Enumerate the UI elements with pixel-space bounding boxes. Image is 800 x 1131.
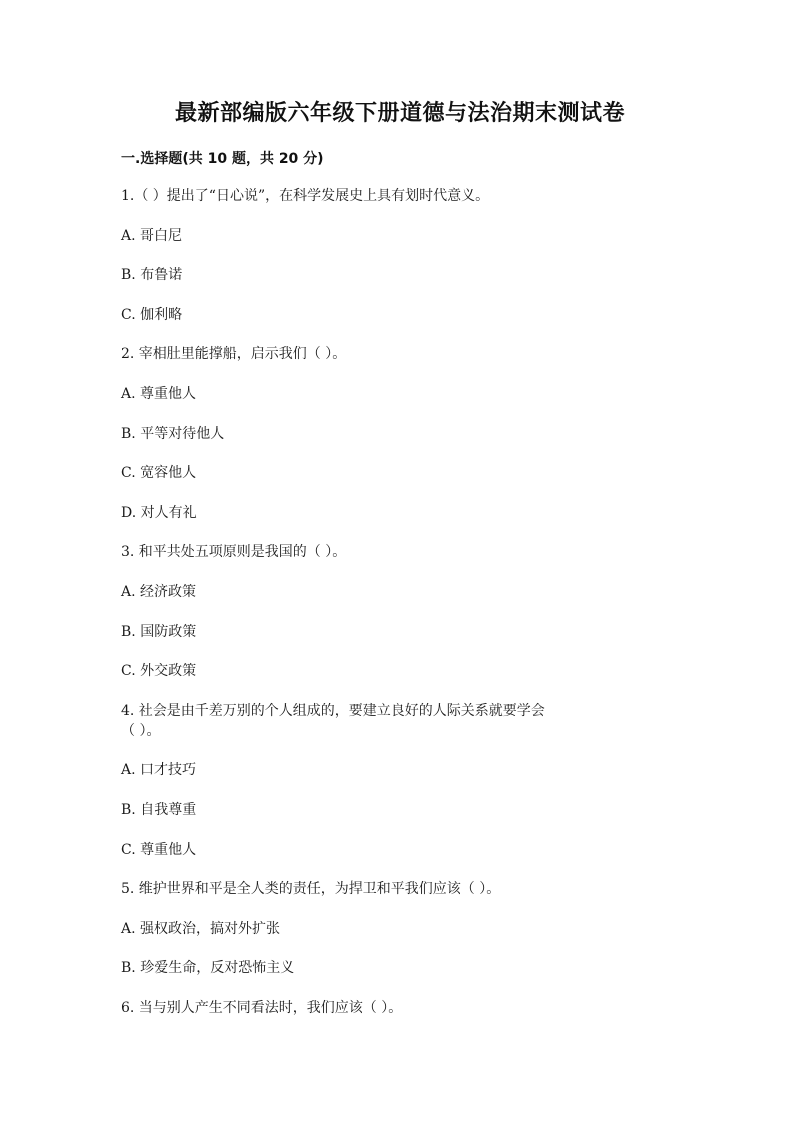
question-stem: 6. 当与别人产生不同看法时，我们应该（ ）。: [121, 999, 403, 1016]
document-title: 最新部编版六年级下册道德与法治期末测试卷: [174, 101, 625, 126]
question-stem: 3. 和平共处五项原则是我国的（ ）。: [121, 544, 347, 561]
answer-option: B. 平等对待他人: [121, 425, 225, 442]
answer-option: D. 对人有礼: [121, 504, 197, 521]
answer-option: C. 伽利略: [121, 306, 183, 323]
answer-option: B. 布鲁诺: [121, 267, 183, 284]
answer-option: B. 珍爱生命，反对恐怖主义: [121, 960, 295, 977]
question-list: [121, 186, 681, 1037]
answer-option: B. 国防政策: [121, 623, 197, 640]
question-stem: [121, 701, 681, 741]
answer-option: C. 尊重他人: [121, 841, 197, 858]
answer-option: A. 经济政策: [121, 583, 197, 600]
question-stem-line2: （ ）。: [121, 722, 161, 739]
question-stem-line1: 4. 社会是由千差万别的个人组成的，要建立良好的人际关系就要学会: [121, 702, 545, 719]
section-heading: 一.选择题(共 10 题，共 20 分): [121, 151, 324, 167]
answer-option: B. 自我尊重: [121, 801, 197, 818]
answer-option: A. 口才技巧: [121, 762, 197, 779]
question-stem: 1.（ ）提出了“日心说”，在科学发展史上具有划时代意义。: [121, 188, 490, 204]
answer-option: A. 强权政治，搞对外扩张: [121, 920, 281, 937]
answer-option: A. 哥白尼: [121, 227, 183, 244]
question-stem: 2. 宰相肚里能撑船，启示我们（ ）。: [121, 346, 347, 363]
answer-option: C. 宽容他人: [121, 465, 197, 482]
answer-option: A. 尊重他人: [121, 385, 197, 402]
question-stem: 5. 维护世界和平是全人类的责任，为捍卫和平我们应该（ ）。: [121, 881, 501, 898]
answer-option: C. 外交政策: [121, 663, 197, 680]
